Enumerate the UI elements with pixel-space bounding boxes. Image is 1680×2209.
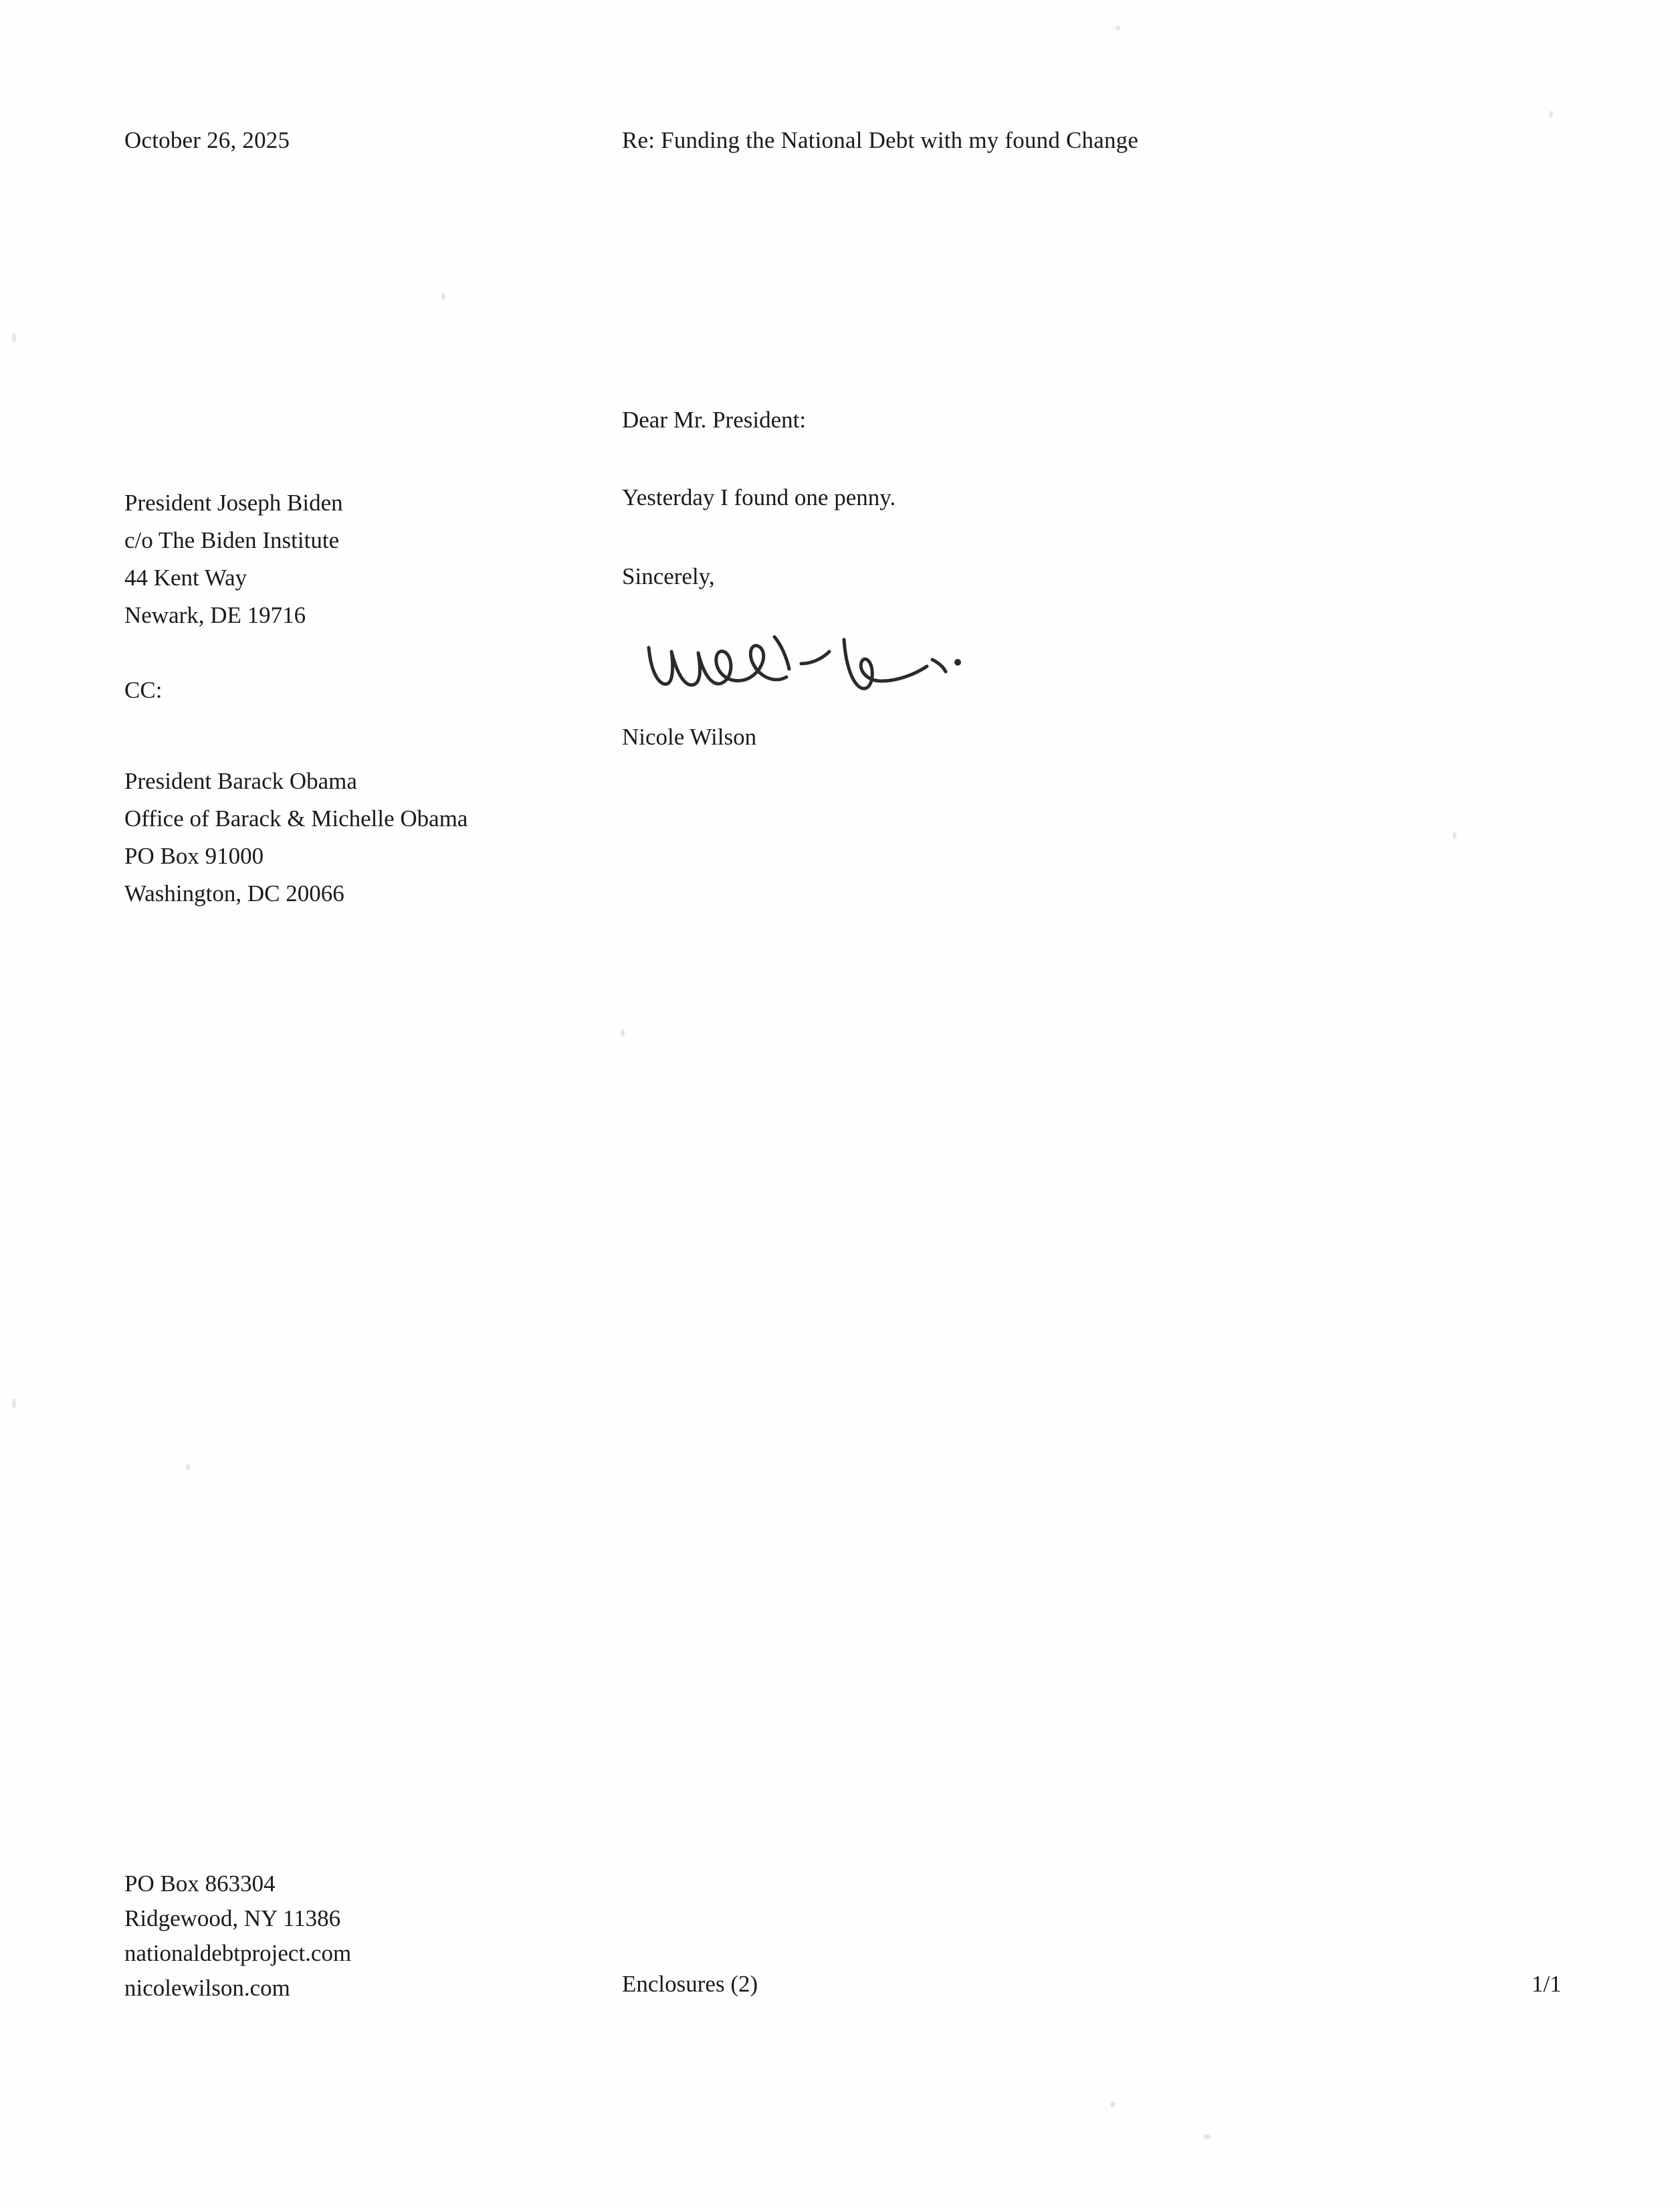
letter-date: October 26, 2025 [124,127,290,153]
recipient-line-1: President Joseph Biden [124,490,343,516]
signature-scribble-icon [643,622,1058,716]
recipient-address-block [124,484,343,634]
cc-line-2: Office of Barack & Michelle Obama [124,805,468,832]
recipient-line-4: Newark, DE 19716 [124,602,306,628]
cc-address-block [124,763,467,913]
footer-line-2: Ridgewood, NY 11386 [124,1905,341,1931]
recipient-line-3: 44 Kent Way [124,565,247,591]
body-paragraph: Yesterday I found one penny. [622,484,896,510]
footer-line-3[interactable]: nationaldebtproject.com [124,1940,352,1966]
cc-line-4: Washington, DC 20066 [124,880,344,906]
recipient-line-2: c/o The Biden Institute [124,527,340,553]
signer-name: Nicole Wilson [622,724,757,750]
sender-footer-block [124,1866,351,2006]
page-number: 1/1 [1532,1971,1562,1997]
salutation: Dear Mr. President: [622,407,807,433]
cc-label: CC: [124,677,163,703]
letter-subject-line: Re: Funding the National Debt with my found Change [622,127,1139,153]
enclosures-note: Enclosures (2) [622,1971,758,1997]
closing: Sincerely, [622,563,715,589]
cc-line-1: President Barack Obama [124,768,357,794]
footer-line-1: PO Box 863304 [124,1870,276,1897]
footer-line-4[interactable]: nicolewilson.com [124,1975,290,2001]
cc-line-3: PO Box 91000 [124,843,264,869]
